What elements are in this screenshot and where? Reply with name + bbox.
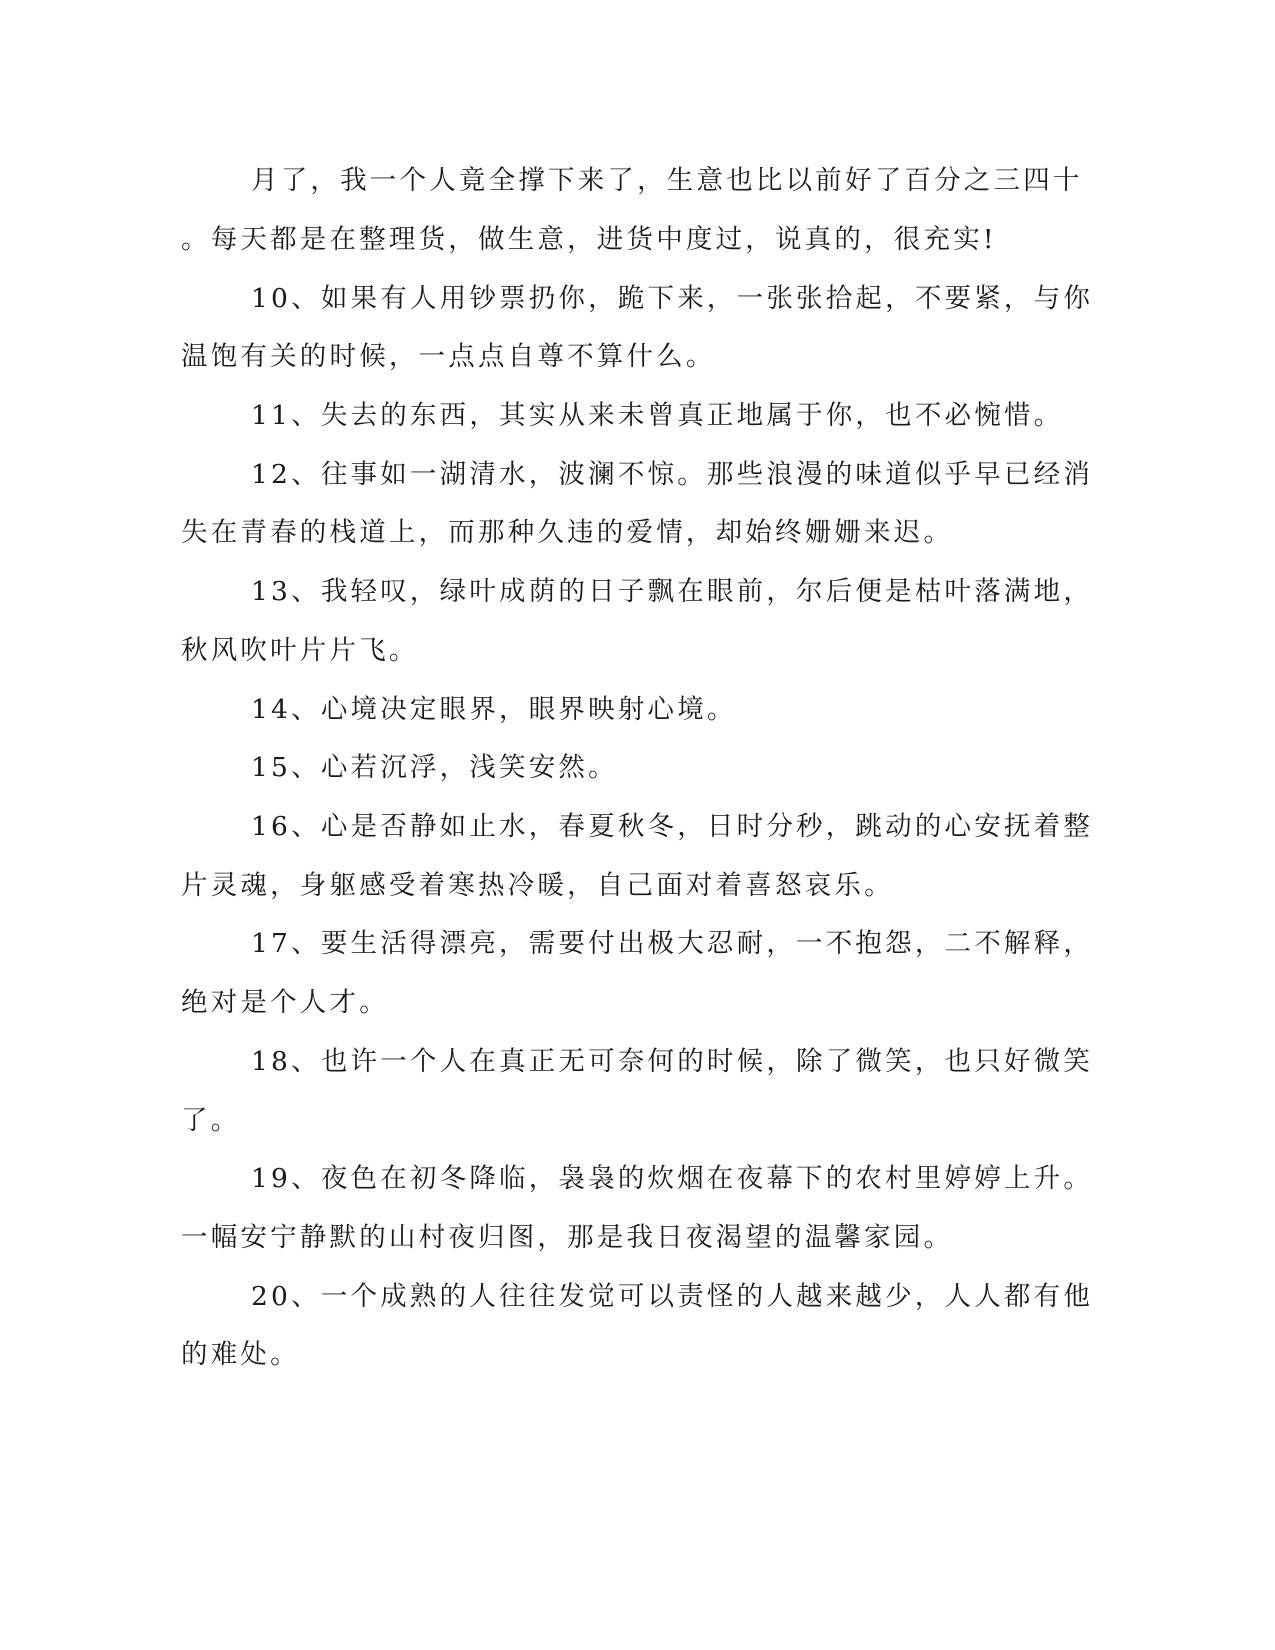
text-line: 月了，我一个人竟全撑下来了，生意也比以前好了百分之三四十	[251, 165, 1083, 196]
text-line: 16、心是否静如止水，春夏秋冬，日时分秒，跳动的心安抚着整	[251, 811, 1094, 842]
text-line: 17、要生活得漂亮，需要付出极大忍耐，一不抱怨，二不解释，	[251, 928, 1094, 959]
text-line: 14、心境决定眼界，眼界映射心境。	[251, 694, 737, 725]
text-line: 绝对是个人才。	[181, 987, 389, 1018]
text-line: 。每天都是在整理货，做生意，进货中度过，说真的，很充实!	[181, 224, 997, 255]
text-line: 了。	[181, 1105, 241, 1136]
text-line: 一幅安宁静默的山村夜归图，那是我日夜渴望的温馨家园。	[181, 1222, 954, 1253]
text-line: 片灵魂，身躯感受着寒热冷暖，自己面对着喜怒哀乐。	[181, 870, 894, 901]
text-line: 15、心若沉浮，浅笑安然。	[251, 752, 618, 783]
text-line: 失在青春的栈道上，而那种久违的爱情，却始终姗姗来迟。	[181, 517, 954, 548]
text-line: 温饱有关的时候，一点点自尊不算什么。	[181, 341, 716, 372]
text-line: 11、失去的东西，其实从来未曾真正地属于你，也不必惋惜。	[251, 400, 1064, 431]
text-line: 12、往事如一湖清水，波澜不惊。那些浪漫的味道似乎早已经消	[251, 459, 1094, 490]
text-line: 13、我轻叹，绿叶成荫的日子飘在眼前，尔后便是枯叶落满地，	[251, 576, 1094, 607]
text-line: 19、夜色在初冬降临，袅袅的炊烟在夜幕下的农村里婷婷上升。	[251, 1163, 1094, 1194]
text-line: 18、也许一个人在真正无可奈何的时候，除了微笑，也只好微笑	[251, 1046, 1094, 1077]
text-line: 秋风吹叶片片飞。	[181, 635, 419, 666]
text-line: 20、一个成熟的人往往发觉可以责怪的人越来越少，人人都有他	[251, 1281, 1094, 1312]
text-line: 10、如果有人用钞票扔你，跪下来，一张张拾起，不要紧，与你	[251, 283, 1094, 314]
text-line: 的难处。	[181, 1339, 300, 1370]
